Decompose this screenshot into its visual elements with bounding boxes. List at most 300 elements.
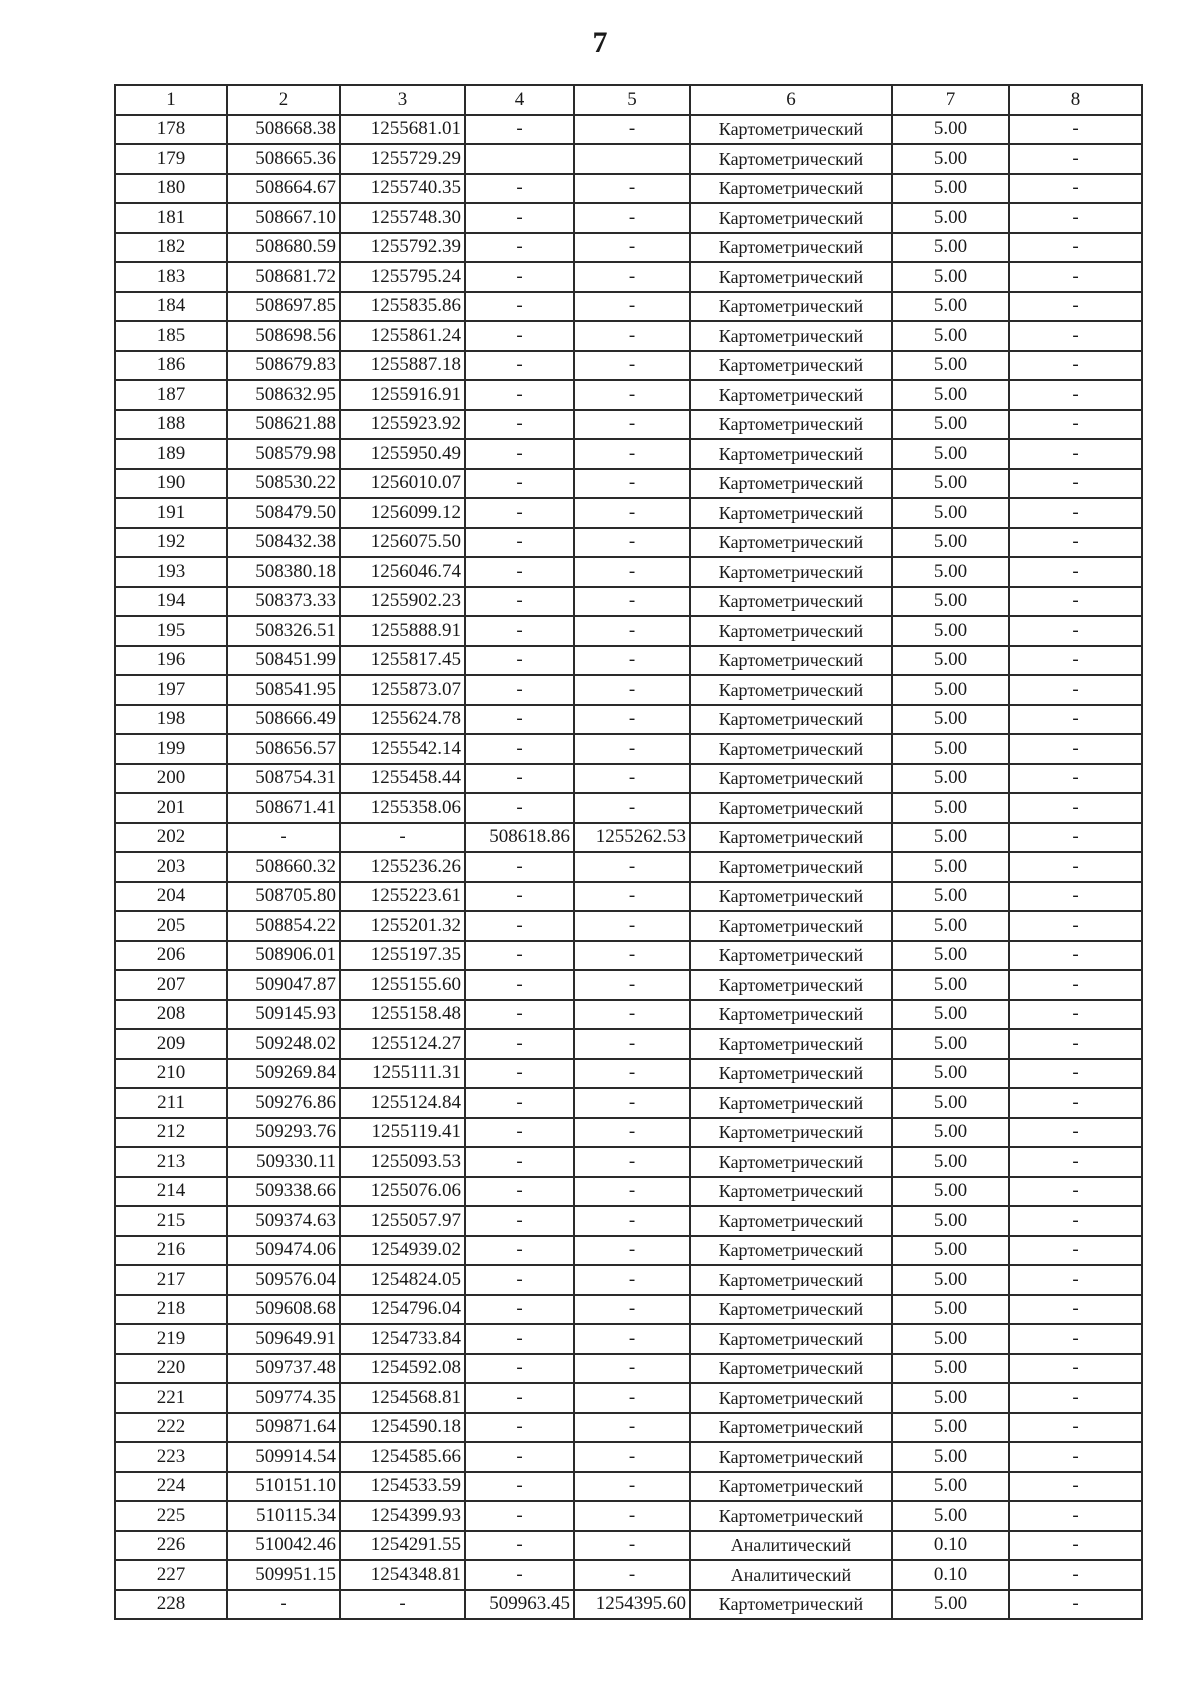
note-cell: -	[1009, 410, 1142, 440]
table-row	[115, 616, 1142, 646]
y-coordinate-alt-cell: -	[574, 911, 690, 941]
note-cell: -	[1009, 1088, 1142, 1118]
accuracy-cell: 5.00	[892, 1354, 1009, 1384]
x-coordinate-cell: 508479.50	[227, 498, 340, 528]
x-coordinate-cell: 509248.02	[227, 1029, 340, 1059]
y-coordinate-cell: 1255888.91	[340, 616, 465, 646]
note-cell: -	[1009, 174, 1142, 204]
accuracy-cell: 0.10	[892, 1531, 1009, 1561]
note-cell: -	[1009, 1354, 1142, 1384]
x-coordinate-cell: 509374.63	[227, 1206, 340, 1236]
table-row	[115, 1118, 1142, 1148]
note-cell: -	[1009, 941, 1142, 971]
y-coordinate-alt-cell: -	[574, 439, 690, 469]
note-cell: -	[1009, 1147, 1142, 1177]
table-row	[115, 1324, 1142, 1354]
point-number-cell: 207	[115, 970, 227, 1000]
method-cell: Картометрический	[690, 1088, 892, 1118]
note-cell: -	[1009, 1324, 1142, 1354]
x-coordinate-cell: 508705.80	[227, 882, 340, 912]
accuracy-cell: 5.00	[892, 793, 1009, 823]
x-coordinate-alt-cell: -	[465, 911, 574, 941]
point-number-cell: 222	[115, 1413, 227, 1443]
method-cell: Картометрический	[690, 174, 892, 204]
y-coordinate-cell: 1255093.53	[340, 1147, 465, 1177]
accuracy-cell: 5.00	[892, 823, 1009, 853]
note-cell: -	[1009, 823, 1142, 853]
x-coordinate-alt-cell: -	[465, 970, 574, 1000]
x-coordinate-cell: 508754.31	[227, 764, 340, 794]
point-number-cell: 179	[115, 144, 227, 174]
x-coordinate-alt-cell: -	[465, 793, 574, 823]
accuracy-cell: 5.00	[892, 1590, 1009, 1620]
point-number-cell: 204	[115, 882, 227, 912]
column-header-5: 5	[574, 85, 690, 115]
note-cell: -	[1009, 587, 1142, 617]
accuracy-cell: 5.00	[892, 1000, 1009, 1030]
y-coordinate-cell: 1254939.02	[340, 1236, 465, 1266]
table-row	[115, 1029, 1142, 1059]
note-cell: -	[1009, 115, 1142, 145]
point-number-cell: 214	[115, 1177, 227, 1207]
point-number-cell: 225	[115, 1501, 227, 1531]
table-row	[115, 528, 1142, 558]
x-coordinate-alt-cell: -	[465, 1000, 574, 1030]
x-coordinate-alt-cell: -	[465, 233, 574, 263]
y-coordinate-alt-cell: -	[574, 882, 690, 912]
y-coordinate-alt-cell: -	[574, 1324, 690, 1354]
x-coordinate-alt-cell: -	[465, 1413, 574, 1443]
method-cell: Картометрический	[690, 970, 892, 1000]
method-cell: Картометрический	[690, 233, 892, 263]
table-row	[115, 1147, 1142, 1177]
y-coordinate-cell: 1254796.04	[340, 1295, 465, 1325]
x-coordinate-cell: -	[227, 823, 340, 853]
y-coordinate-alt-cell: -	[574, 557, 690, 587]
accuracy-cell: 5.00	[892, 1413, 1009, 1443]
x-coordinate-alt-cell: -	[465, 528, 574, 558]
y-coordinate-cell: 1255624.78	[340, 705, 465, 735]
y-coordinate-cell: 1256075.50	[340, 528, 465, 558]
note-cell: -	[1009, 351, 1142, 381]
y-coordinate-alt-cell: -	[574, 1531, 690, 1561]
x-coordinate-cell: 509608.68	[227, 1295, 340, 1325]
x-coordinate-alt-cell: -	[465, 262, 574, 292]
x-coordinate-cell: 510151.10	[227, 1472, 340, 1502]
table-row	[115, 882, 1142, 912]
x-coordinate-alt-cell: -	[465, 498, 574, 528]
accuracy-cell: 5.00	[892, 1472, 1009, 1502]
point-number-cell: 187	[115, 380, 227, 410]
x-coordinate-alt-cell: -	[465, 1383, 574, 1413]
x-coordinate-alt-cell: -	[465, 587, 574, 617]
y-coordinate-alt-cell: -	[574, 970, 690, 1000]
method-cell: Картометрический	[690, 882, 892, 912]
table-row	[115, 439, 1142, 469]
note-cell: -	[1009, 1413, 1142, 1443]
x-coordinate-cell: 509047.87	[227, 970, 340, 1000]
y-coordinate-cell: 1254824.05	[340, 1265, 465, 1295]
note-cell: -	[1009, 469, 1142, 499]
x-coordinate-cell: 510042.46	[227, 1531, 340, 1561]
accuracy-cell: 5.00	[892, 1177, 1009, 1207]
note-cell: -	[1009, 1472, 1142, 1502]
note-cell: -	[1009, 882, 1142, 912]
y-coordinate-cell: 1256010.07	[340, 469, 465, 499]
y-coordinate-cell: 1255950.49	[340, 439, 465, 469]
point-number-cell: 223	[115, 1442, 227, 1472]
x-coordinate-alt-cell: 508618.86	[465, 823, 574, 853]
x-coordinate-cell: 508664.67	[227, 174, 340, 204]
accuracy-cell: 5.00	[892, 144, 1009, 174]
method-cell: Картометрический	[690, 1236, 892, 1266]
table-row	[115, 793, 1142, 823]
point-number-cell: 205	[115, 911, 227, 941]
y-coordinate-cell: 1255458.44	[340, 764, 465, 794]
method-cell: Картометрический	[690, 1354, 892, 1384]
y-coordinate-cell: 1255197.35	[340, 941, 465, 971]
point-number-cell: 198	[115, 705, 227, 735]
y-coordinate-cell: 1254585.66	[340, 1442, 465, 1472]
x-coordinate-alt-cell: -	[465, 321, 574, 351]
y-coordinate-cell: 1255916.91	[340, 380, 465, 410]
point-number-cell: 212	[115, 1118, 227, 1148]
method-cell: Картометрический	[690, 262, 892, 292]
y-coordinate-alt-cell: -	[574, 1265, 690, 1295]
note-cell: -	[1009, 911, 1142, 941]
x-coordinate-cell: 508541.95	[227, 675, 340, 705]
note-cell: -	[1009, 1531, 1142, 1561]
accuracy-cell: 5.00	[892, 1265, 1009, 1295]
y-coordinate-alt-cell: -	[574, 1206, 690, 1236]
table-row	[115, 1354, 1142, 1384]
note-cell: -	[1009, 233, 1142, 263]
x-coordinate-cell: 509330.11	[227, 1147, 340, 1177]
x-coordinate-cell: 509737.48	[227, 1354, 340, 1384]
x-coordinate-cell: 508621.88	[227, 410, 340, 440]
table-row	[115, 970, 1142, 1000]
accuracy-cell: 5.00	[892, 882, 1009, 912]
point-number-cell: 217	[115, 1265, 227, 1295]
note-cell: -	[1009, 1590, 1142, 1620]
x-coordinate-alt-cell: -	[465, 1501, 574, 1531]
column-header-3: 3	[340, 85, 465, 115]
column-header-2: 2	[227, 85, 340, 115]
note-cell: -	[1009, 1442, 1142, 1472]
y-coordinate-cell: 1255792.39	[340, 233, 465, 263]
method-cell: Картометрический	[690, 469, 892, 499]
table-row	[115, 764, 1142, 794]
method-cell: Картометрический	[690, 793, 892, 823]
x-coordinate-alt-cell: -	[465, 1059, 574, 1089]
x-coordinate-alt-cell: -	[465, 616, 574, 646]
x-coordinate-cell: 509649.91	[227, 1324, 340, 1354]
x-coordinate-alt-cell: -	[465, 734, 574, 764]
point-number-cell: 194	[115, 587, 227, 617]
y-coordinate-cell: -	[340, 823, 465, 853]
table-row	[115, 321, 1142, 351]
x-coordinate-alt-cell: 509963.45	[465, 1590, 574, 1620]
point-number-cell: 178	[115, 115, 227, 145]
x-coordinate-cell: 508681.72	[227, 262, 340, 292]
x-coordinate-alt-cell: -	[465, 1029, 574, 1059]
accuracy-cell: 5.00	[892, 1383, 1009, 1413]
y-coordinate-cell: 1254291.55	[340, 1531, 465, 1561]
accuracy-cell: 5.00	[892, 498, 1009, 528]
x-coordinate-alt-cell: -	[465, 646, 574, 676]
x-coordinate-cell: 509951.15	[227, 1560, 340, 1590]
note-cell: -	[1009, 1000, 1142, 1030]
y-coordinate-alt-cell: -	[574, 115, 690, 145]
method-cell: Картометрический	[690, 1118, 892, 1148]
table-row	[115, 1442, 1142, 1472]
point-number-cell: 192	[115, 528, 227, 558]
accuracy-cell: 5.00	[892, 380, 1009, 410]
y-coordinate-cell: 1256099.12	[340, 498, 465, 528]
method-cell: Картометрический	[690, 1501, 892, 1531]
accuracy-cell: 5.00	[892, 852, 1009, 882]
y-coordinate-alt-cell: -	[574, 1501, 690, 1531]
table-header-row	[115, 85, 1142, 115]
table-row	[115, 1000, 1142, 1030]
table-row	[115, 233, 1142, 263]
point-number-cell: 184	[115, 292, 227, 322]
point-number-cell: 190	[115, 469, 227, 499]
y-coordinate-alt-cell: -	[574, 469, 690, 499]
note-cell: -	[1009, 675, 1142, 705]
accuracy-cell: 5.00	[892, 439, 1009, 469]
x-coordinate-cell: 508697.85	[227, 292, 340, 322]
x-coordinate-cell: 508698.56	[227, 321, 340, 351]
table-row	[115, 115, 1142, 145]
point-number-cell: 209	[115, 1029, 227, 1059]
note-cell: -	[1009, 1265, 1142, 1295]
table-row	[115, 1059, 1142, 1089]
accuracy-cell: 5.00	[892, 410, 1009, 440]
y-coordinate-alt-cell: -	[574, 941, 690, 971]
y-coordinate-alt-cell: -	[574, 1088, 690, 1118]
y-coordinate-cell: 1255681.01	[340, 115, 465, 145]
table-row	[115, 1501, 1142, 1531]
x-coordinate-alt-cell: -	[465, 1324, 574, 1354]
accuracy-cell: 5.00	[892, 233, 1009, 263]
accuracy-cell: 5.00	[892, 764, 1009, 794]
method-cell: Картометрический	[690, 203, 892, 233]
x-coordinate-cell: 508451.99	[227, 646, 340, 676]
method-cell: Картометрический	[690, 1383, 892, 1413]
y-coordinate-alt-cell: -	[574, 764, 690, 794]
note-cell: -	[1009, 734, 1142, 764]
table-row	[115, 498, 1142, 528]
y-coordinate-cell: 1255873.07	[340, 675, 465, 705]
table-row	[115, 469, 1142, 499]
method-cell: Картометрический	[690, 1413, 892, 1443]
y-coordinate-cell: 1255223.61	[340, 882, 465, 912]
x-coordinate-cell: 509871.64	[227, 1413, 340, 1443]
point-number-cell: 183	[115, 262, 227, 292]
x-coordinate-alt-cell: -	[465, 1472, 574, 1502]
x-coordinate-alt-cell: -	[465, 469, 574, 499]
accuracy-cell: 5.00	[892, 1029, 1009, 1059]
method-cell: Картометрический	[690, 321, 892, 351]
x-coordinate-alt-cell: -	[465, 115, 574, 145]
table-row	[115, 380, 1142, 410]
method-cell: Картометрический	[690, 734, 892, 764]
method-cell: Картометрический	[690, 616, 892, 646]
x-coordinate-cell: 509293.76	[227, 1118, 340, 1148]
x-coordinate-alt-cell: -	[465, 1295, 574, 1325]
x-coordinate-cell: 508854.22	[227, 911, 340, 941]
point-number-cell: 213	[115, 1147, 227, 1177]
point-number-cell: 191	[115, 498, 227, 528]
accuracy-cell: 5.00	[892, 705, 1009, 735]
point-number-cell: 216	[115, 1236, 227, 1266]
y-coordinate-cell: 1254568.81	[340, 1383, 465, 1413]
table-row	[115, 1383, 1142, 1413]
accuracy-cell: 5.00	[892, 469, 1009, 499]
x-coordinate-cell: 508906.01	[227, 941, 340, 971]
y-coordinate-cell: 1255817.45	[340, 646, 465, 676]
y-coordinate-alt-cell: -	[574, 1295, 690, 1325]
x-coordinate-alt-cell: -	[465, 1560, 574, 1590]
method-cell: Картометрический	[690, 1472, 892, 1502]
page-number: 7	[592, 26, 608, 59]
x-coordinate-cell: 508680.59	[227, 233, 340, 263]
y-coordinate-cell: 1255861.24	[340, 321, 465, 351]
table-row	[115, 1177, 1142, 1207]
point-number-cell: 193	[115, 557, 227, 587]
table-row	[115, 1236, 1142, 1266]
method-cell: Картометрический	[690, 941, 892, 971]
table-row	[115, 1590, 1142, 1620]
y-coordinate-alt-cell: -	[574, 646, 690, 676]
x-coordinate-alt-cell: -	[465, 292, 574, 322]
table-row	[115, 292, 1142, 322]
note-cell: -	[1009, 1118, 1142, 1148]
y-coordinate-cell: 1255740.35	[340, 174, 465, 204]
note-cell: -	[1009, 321, 1142, 351]
y-coordinate-alt-cell: 1255262.53	[574, 823, 690, 853]
table-row	[115, 1413, 1142, 1443]
point-number-cell: 189	[115, 439, 227, 469]
y-coordinate-alt-cell: -	[574, 262, 690, 292]
x-coordinate-alt-cell: -	[465, 380, 574, 410]
point-number-cell: 226	[115, 1531, 227, 1561]
note-cell: -	[1009, 646, 1142, 676]
table-row	[115, 351, 1142, 381]
method-cell: Картометрический	[690, 823, 892, 853]
x-coordinate-cell: 509276.86	[227, 1088, 340, 1118]
accuracy-cell: 5.00	[892, 1236, 1009, 1266]
y-coordinate-alt-cell: -	[574, 1442, 690, 1472]
y-coordinate-cell: 1255795.24	[340, 262, 465, 292]
table-row	[115, 705, 1142, 735]
y-coordinate-alt-cell: 1254395.60	[574, 1590, 690, 1620]
x-coordinate-alt-cell: -	[465, 1118, 574, 1148]
method-cell: Картометрический	[690, 439, 892, 469]
y-coordinate-alt-cell: -	[574, 1236, 690, 1266]
table-row	[115, 1531, 1142, 1561]
x-coordinate-cell: 509338.66	[227, 1177, 340, 1207]
point-number-cell: 200	[115, 764, 227, 794]
method-cell: Картометрический	[690, 1442, 892, 1472]
y-coordinate-alt-cell: -	[574, 616, 690, 646]
note-cell: -	[1009, 203, 1142, 233]
accuracy-cell: 5.00	[892, 646, 1009, 676]
x-coordinate-alt-cell: -	[465, 203, 574, 233]
method-cell: Картометрический	[690, 1590, 892, 1620]
method-cell: Картометрический	[690, 1147, 892, 1177]
x-coordinate-alt-cell: -	[465, 1531, 574, 1561]
column-header-7: 7	[892, 85, 1009, 115]
note-cell: -	[1009, 1029, 1142, 1059]
x-coordinate-alt-cell: -	[465, 1177, 574, 1207]
accuracy-cell: 5.00	[892, 616, 1009, 646]
point-number-cell: 181	[115, 203, 227, 233]
table-row	[115, 911, 1142, 941]
x-coordinate-cell: 508373.33	[227, 587, 340, 617]
x-coordinate-alt-cell: -	[465, 1442, 574, 1472]
point-number-cell: 206	[115, 941, 227, 971]
method-cell: Картометрический	[690, 144, 892, 174]
accuracy-cell: 5.00	[892, 970, 1009, 1000]
x-coordinate-cell: 508656.57	[227, 734, 340, 764]
y-coordinate-cell: 1255124.84	[340, 1088, 465, 1118]
y-coordinate-alt-cell: -	[574, 587, 690, 617]
method-cell: Картометрический	[690, 764, 892, 794]
y-coordinate-alt-cell: -	[574, 321, 690, 351]
x-coordinate-alt-cell: -	[465, 705, 574, 735]
x-coordinate-cell: 508660.32	[227, 852, 340, 882]
x-coordinate-cell: 508667.10	[227, 203, 340, 233]
y-coordinate-alt-cell: -	[574, 203, 690, 233]
x-coordinate-cell: 508579.98	[227, 439, 340, 469]
method-cell: Картометрический	[690, 1000, 892, 1030]
y-coordinate-cell: 1255236.26	[340, 852, 465, 882]
x-coordinate-cell: 508666.49	[227, 705, 340, 735]
y-coordinate-cell: 1255111.31	[340, 1059, 465, 1089]
x-coordinate-cell: 508668.38	[227, 115, 340, 145]
x-coordinate-cell: 509914.54	[227, 1442, 340, 1472]
table-row	[115, 174, 1142, 204]
y-coordinate-alt-cell: -	[574, 1029, 690, 1059]
point-number-cell: 219	[115, 1324, 227, 1354]
method-cell: Картометрический	[690, 852, 892, 882]
method-cell: Картометрический	[690, 557, 892, 587]
y-coordinate-alt-cell: -	[574, 528, 690, 558]
point-number-cell: 208	[115, 1000, 227, 1030]
point-number-cell: 215	[115, 1206, 227, 1236]
method-cell: Картометрический	[690, 292, 892, 322]
y-coordinate-alt-cell: -	[574, 1177, 690, 1207]
accuracy-cell: 5.00	[892, 1295, 1009, 1325]
point-number-cell: 188	[115, 410, 227, 440]
y-coordinate-alt-cell: -	[574, 1383, 690, 1413]
method-cell: Аналитический	[690, 1560, 892, 1590]
method-cell: Картометрический	[690, 1295, 892, 1325]
note-cell: -	[1009, 1177, 1142, 1207]
accuracy-cell: 5.00	[892, 351, 1009, 381]
y-coordinate-alt-cell: -	[574, 1560, 690, 1590]
accuracy-cell: 5.00	[892, 203, 1009, 233]
table-row	[115, 1560, 1142, 1590]
x-coordinate-cell: 508432.38	[227, 528, 340, 558]
note-cell: -	[1009, 262, 1142, 292]
accuracy-cell: 5.00	[892, 292, 1009, 322]
point-number-cell: 199	[115, 734, 227, 764]
y-coordinate-alt-cell: -	[574, 410, 690, 440]
note-cell: -	[1009, 1236, 1142, 1266]
